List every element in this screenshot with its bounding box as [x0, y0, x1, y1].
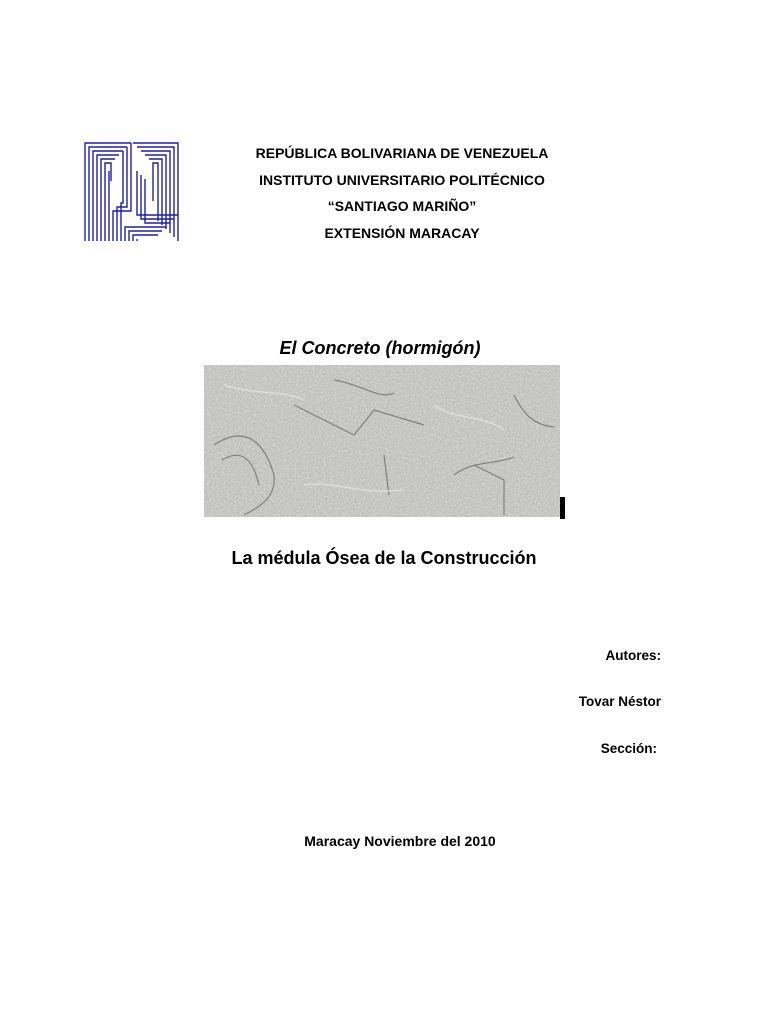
place-date: Maracay Noviembre del 2010 [304, 833, 496, 849]
document-subtitle: La médula Ósea de la Construcción [231, 548, 537, 568]
author-name: Tovar Néstor [578, 694, 661, 709]
section-label: Sección: [600, 741, 657, 756]
authors-label: Autores: [605, 648, 661, 663]
institution-header [180, 140, 624, 246]
header-line-country: REPÚBLICA BOLIVARIANA DE VENEZUELA [255, 145, 549, 161]
header-line-institute: INSTITUTO UNIVERSITARIO POLITÉCNICO [259, 171, 545, 188]
black-marker-bar [560, 497, 565, 519]
header-line-extension: EXTENSIÓN MARACAY [324, 224, 480, 241]
document-title: El Concreto (hormigón) [279, 338, 481, 358]
institution-logo [83, 141, 180, 241]
concrete-texture-image [204, 365, 560, 517]
header-line-name: “SANTIAGO MARIÑO” [327, 198, 477, 214]
logo-stripes-icon [83, 141, 180, 241]
